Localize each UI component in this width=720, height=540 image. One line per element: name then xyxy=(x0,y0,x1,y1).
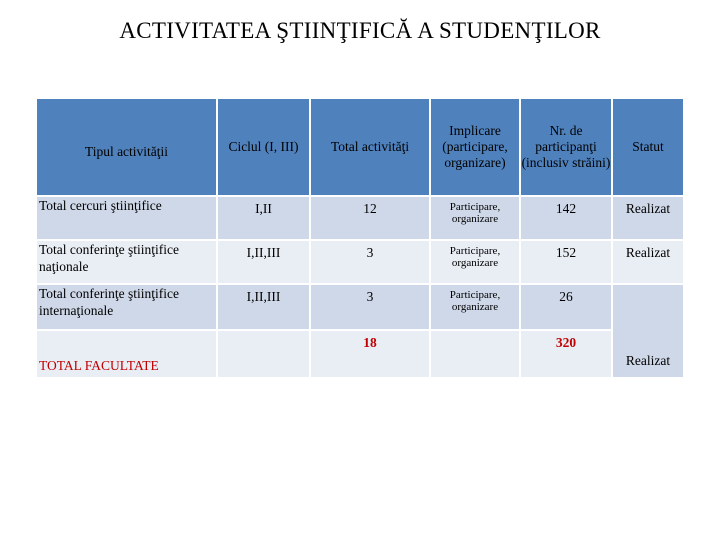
row-ciclul: I,II,III xyxy=(218,241,311,285)
header-ciclul-label: Ciclul (I, III) xyxy=(228,139,299,154)
total-implicare-empty xyxy=(431,331,521,379)
header-participanti: Nr. de participanţi (inclusiv străini) xyxy=(521,99,613,197)
row-implicare: Participare, organizare xyxy=(431,197,521,241)
row-implicare: Participare, organizare xyxy=(431,241,521,285)
row-total: 3 xyxy=(311,285,431,331)
header-ciclul xyxy=(218,99,311,197)
row-total: 12 xyxy=(311,197,431,241)
row-tip: Total conferinţe ştiinţifice internaţionale xyxy=(37,285,218,331)
row-tip: Total cercuri ştiinţifice xyxy=(37,197,218,241)
total-ciclul-empty xyxy=(218,331,311,379)
header-tip: Tipul activităţii xyxy=(37,99,218,197)
row-statut: Realizat xyxy=(613,285,685,379)
row-implicare: Participare, organizare xyxy=(431,285,521,331)
row-total: 3 xyxy=(311,241,431,285)
table-header-row xyxy=(37,99,685,197)
row-participanti: 26 xyxy=(521,285,613,331)
row-statut: Realizat xyxy=(613,241,685,285)
row-ciclul: I,II,III xyxy=(218,285,311,331)
header-implicare: Implicare (participare, organizare) xyxy=(431,99,521,197)
row-participanti: 152 xyxy=(521,241,613,285)
table-row xyxy=(37,241,685,285)
row-tip: Total conferinţe ştiinţifice naţionale xyxy=(37,241,218,285)
header-total: Total activităţi xyxy=(311,99,431,197)
table-row-total xyxy=(37,331,685,379)
header-statut: Statut xyxy=(613,99,685,197)
row-ciclul: I,II xyxy=(218,197,311,241)
row-participanti: 142 xyxy=(521,197,613,241)
total-participanti: 320 xyxy=(521,331,613,379)
page-title: ACTIVITATEA ŞTIINŢIFICĂ A STUDENŢILOR xyxy=(119,18,601,43)
total-label: TOTAL FACULTATE xyxy=(37,331,218,379)
activities-table xyxy=(37,99,685,379)
table-row xyxy=(37,197,685,241)
table-row xyxy=(37,285,685,331)
total-activitati: 18 xyxy=(311,331,431,379)
row-statut: Realizat xyxy=(613,197,685,241)
